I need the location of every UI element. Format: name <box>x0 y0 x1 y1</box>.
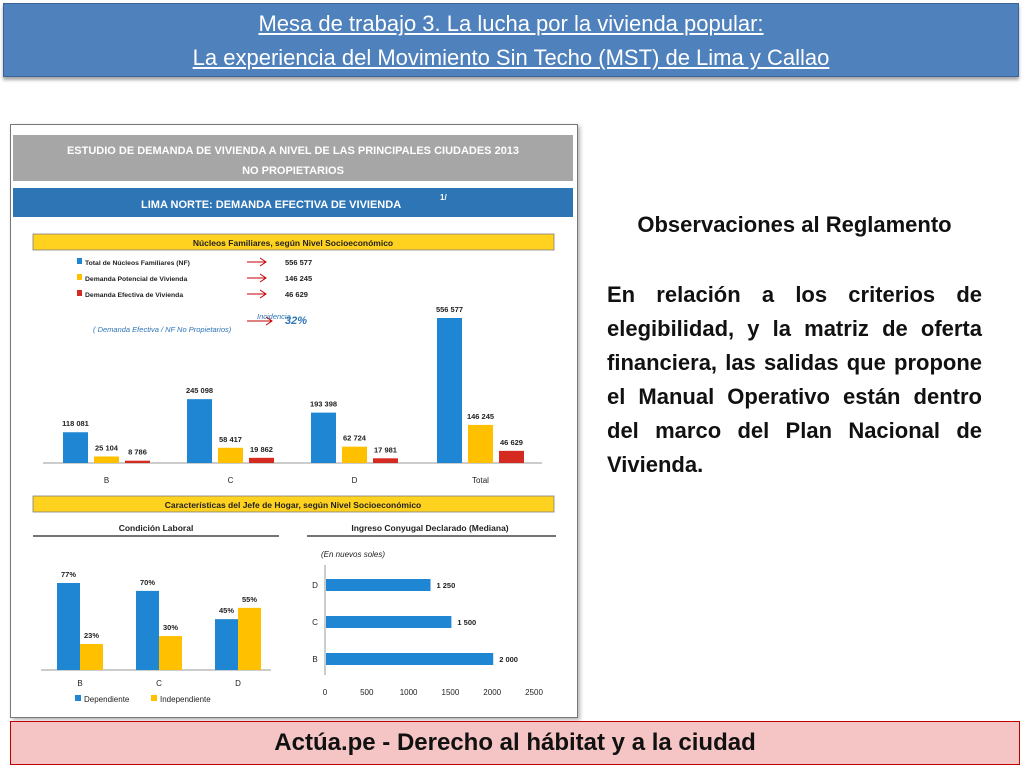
chart1-data-label: 146 245 <box>466 411 495 421</box>
chart3-tick-label: 1500 <box>441 688 460 697</box>
chart3-data-label: 2 000 <box>499 655 518 664</box>
chart3-data-label: 1 500 <box>457 618 477 627</box>
chart1-data-label: 17 981 <box>374 445 397 455</box>
chart2-legend-label: Independiente <box>160 695 211 704</box>
figure-title-line-2: NO PROPIETARIOS <box>242 165 344 177</box>
chart1-bar <box>249 458 274 463</box>
incidencia-subtitle: ( Demanda Efectiva / NF No Propietarios) <box>93 325 232 334</box>
chart3-tick-label: 2500 <box>525 688 543 697</box>
chart2-category-label: D <box>235 679 241 688</box>
chart3-bar <box>326 579 431 591</box>
chart1-data-label: 193 398 <box>309 399 338 409</box>
chart3-category-label: D <box>312 581 318 590</box>
chart2-title: Condición Laboral <box>118 523 194 533</box>
chart2-data-label: 77% <box>60 569 77 579</box>
observations-body: En relación a los criterios de elegibilidad, y la matriz de oferta financiera, las salidas que propone el Manual Operativo están dentro del marco del Plan Nacional de Vivienda. <box>607 282 982 477</box>
chart2-legend-swatch <box>151 695 157 701</box>
section2-title: Características del Jefe de Hogar, según Nivel Socioeconómico <box>164 500 422 510</box>
chart1-data-label: 25 104 <box>95 443 118 453</box>
chart1-bar <box>342 447 367 463</box>
chart1-category-label: Total <box>472 476 489 485</box>
legend-swatch <box>77 290 82 296</box>
chart2-data-label: 55% <box>241 594 258 604</box>
chart1-data-label: 58 417 <box>219 434 242 444</box>
chart1-bar <box>373 458 398 463</box>
chart1-bar <box>63 432 88 463</box>
chart1-bar <box>125 461 150 463</box>
chart1-bar <box>311 413 336 463</box>
chart1-bar <box>499 451 524 463</box>
figure-canvas <box>11 125 577 717</box>
legend-value: 146 245 <box>285 274 313 283</box>
legend-label: Demanda Efectiva de Vivienda <box>85 292 184 299</box>
figure-subtitle-sup: 1/ <box>440 193 447 202</box>
chart1-category-label: D <box>351 476 358 485</box>
slide-footer: Actúa.pe - Derecho al hábitat y a la ciudad <box>10 721 1020 765</box>
chart3-bar <box>326 653 493 665</box>
chart3-category-label: B <box>312 655 318 664</box>
chart1-data-label: 19 862 <box>250 444 273 454</box>
chart1-bar <box>94 456 119 463</box>
header-line-1: Mesa de trabajo 3. La lucha por la vivienda popular: <box>258 11 764 36</box>
chart3-tick-label: 0 <box>322 688 328 697</box>
chart2-plot <box>41 570 271 704</box>
chart1-bar <box>218 448 243 463</box>
figure-subtitle: LIMA NORTE: DEMANDA EFECTIVA DE VIVIENDA <box>141 199 402 211</box>
legend-value: 556 577 <box>285 258 313 267</box>
legend-swatch <box>77 258 82 264</box>
chart1-data-label: 245 098 <box>185 386 214 396</box>
chart1-data-label: 8 786 <box>128 447 147 457</box>
chart1-legend <box>77 258 312 299</box>
chart2-data-label: 45% <box>218 606 235 616</box>
chart3-unit-note: (En nuevos soles) <box>321 550 386 559</box>
chart2-bar <box>159 636 182 670</box>
header-line-2: La experiencia del Movimiento Sin Techo (MST) de Lima y Callao <box>192 45 830 70</box>
chart2-bar <box>57 583 80 670</box>
chart3-category-label: C <box>312 618 318 627</box>
section1-title: Núcleos Familiares, según Nivel Socioeconómico <box>192 238 394 248</box>
chart1-data-label: 556 577 <box>435 305 464 314</box>
chart3-bar <box>326 616 451 628</box>
chart2-data-label: 70% <box>139 577 156 587</box>
chart2-data-label: 30% <box>162 623 179 633</box>
chart2-legend-label: Dependiente <box>84 695 130 704</box>
observations-heading: Observaciones al Reglamento <box>637 212 952 237</box>
slide-header <box>3 3 1019 77</box>
chart2-bar <box>215 619 238 670</box>
chart3-data-label: 1 250 <box>436 581 456 590</box>
chart3-title: Ingreso Conyugal Declarado (Mediana) <box>351 523 509 533</box>
chart1-data-label: 46 629 <box>500 437 523 447</box>
chart1-bar <box>468 425 493 463</box>
chart2-legend-swatch <box>75 695 81 701</box>
chart1-bar <box>437 318 462 463</box>
chart2-data-label: 23% <box>83 631 100 641</box>
chart1-data-label: 62 724 <box>343 433 366 443</box>
chart2-category-label: B <box>77 679 83 688</box>
observations-panel <box>607 212 982 482</box>
chart3-tick-label: 2000 <box>483 688 502 697</box>
chart3-tick-label: 1000 <box>399 688 418 697</box>
chart1-category-label: C <box>227 476 234 485</box>
chart2-bar <box>238 608 261 670</box>
chart2-bar <box>136 591 159 670</box>
chart3-plot <box>312 565 543 697</box>
chart2-category-label: C <box>156 679 162 688</box>
legend-label: Demanda Potencial de Vivienda <box>85 276 188 283</box>
legend-label: Total de Núcleos Familiares (NF) <box>85 260 190 267</box>
chart2-bar <box>80 644 103 670</box>
legend-swatch <box>77 274 82 280</box>
incidencia-label: Incidencia <box>257 312 291 321</box>
chart1-bar <box>187 399 212 463</box>
figure-title-line-1: ESTUDIO DE DEMANDA DE VIVIENDA A NIVEL DE LAS PRINCIPALES CIUDADES 2013 <box>66 145 520 157</box>
legend-value: 46 629 <box>285 290 308 299</box>
demand-study-figure <box>10 124 578 718</box>
chart3-tick-label: 500 <box>360 688 374 697</box>
chart1-category-label: B <box>103 476 110 485</box>
chart1-data-label: 118 081 <box>62 419 89 429</box>
incidencia-value: 32% <box>285 315 308 327</box>
